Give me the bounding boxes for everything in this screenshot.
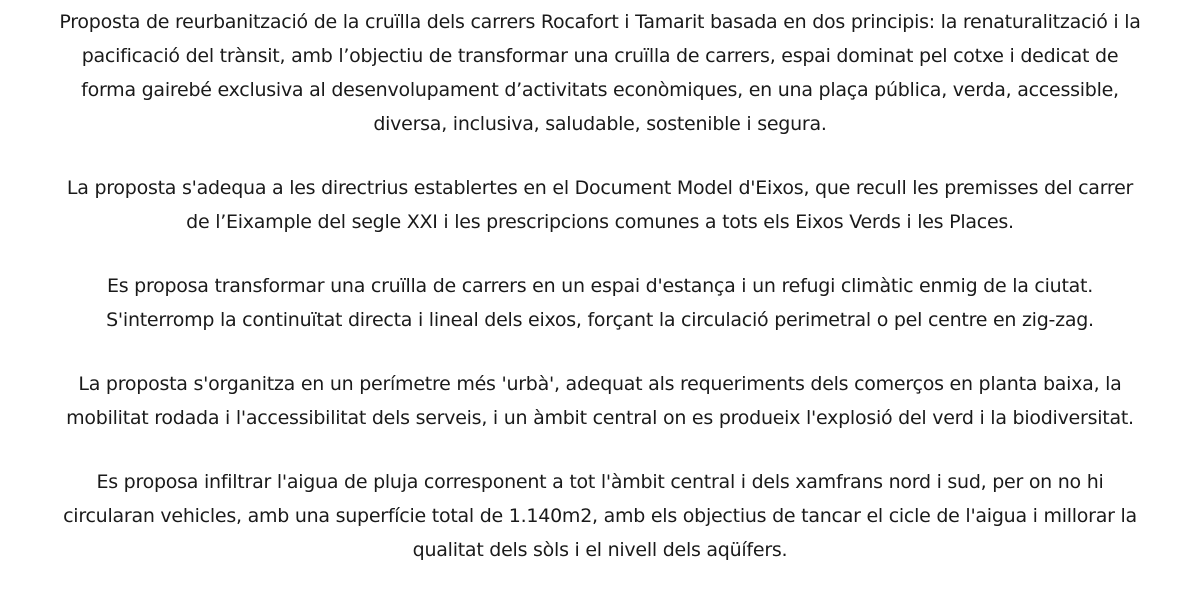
paragraph-climate-refuge [30,269,1170,337]
paragraph-line: La proposta s'organitza en un perímetre més 'urbà', adequat als requeriments dels comerços en planta baixa, la [78,373,1122,395]
paragraph-line: S'interromp la continuïtat directa i lineal dels eixos, forçant la circulació perimetral o pel centre en zig-zag. [106,309,1094,331]
paragraph-line: Proposta de reurbanització de la cruïlla dels carrers Rocafort i Tamarit basada en dos principis: la renaturalització i la [59,11,1141,33]
paragraph-renaturalization [30,5,1170,141]
paragraph-line: Es proposa infiltrar l'aigua de pluja corresponent a tot l'àmbit central i dels xamfrans nord i sud, per on no hi [96,471,1104,493]
paragraph-perimeter [30,367,1170,435]
paragraph-line: qualitat dels sòls i el nivell dels aqüífers. [412,539,788,561]
paragraph-line: diversa, inclusiva, saludable, sostenible i segura. [373,113,827,135]
paragraph-line: pacificació del trànsit, amb l’objectiu de transformar una cruïlla de carrers, espai dominat pel cotxe i dedicat de [81,45,1119,67]
paragraph-line: mobilitat rodada i l'accessibilitat dels serveis, i un àmbit central on es produeix l'explosió del verd i la biodiversitat. [66,407,1134,429]
paragraph-line: La proposta s'adequa a les directrius establertes en el Document Model d'Eixos, que recull les premisses del carrer [66,177,1134,199]
paragraph-line: de l’Eixample del segle XXI i les prescripcions comunes a tots els Eixos Verds i les Places. [186,211,1014,233]
paragraph-rainwater [30,465,1170,567]
paragraph-document-model [30,171,1170,239]
paragraph-line: circularan vehicles, amb una superfície total de 1.140m2, amb els objectius de tancar el cicle de l'aigua i millorar la [63,505,1137,527]
paragraph-line: Es proposa transformar una cruïlla de carrers en un espai d'estança i un refugi climàtic enmig de la ciutat. [106,275,1094,297]
paragraph-line: forma gairebé exclusiva al desenvolupament d’activitats econòmiques, en una plaça pública, verda, accessible, [81,79,1119,101]
